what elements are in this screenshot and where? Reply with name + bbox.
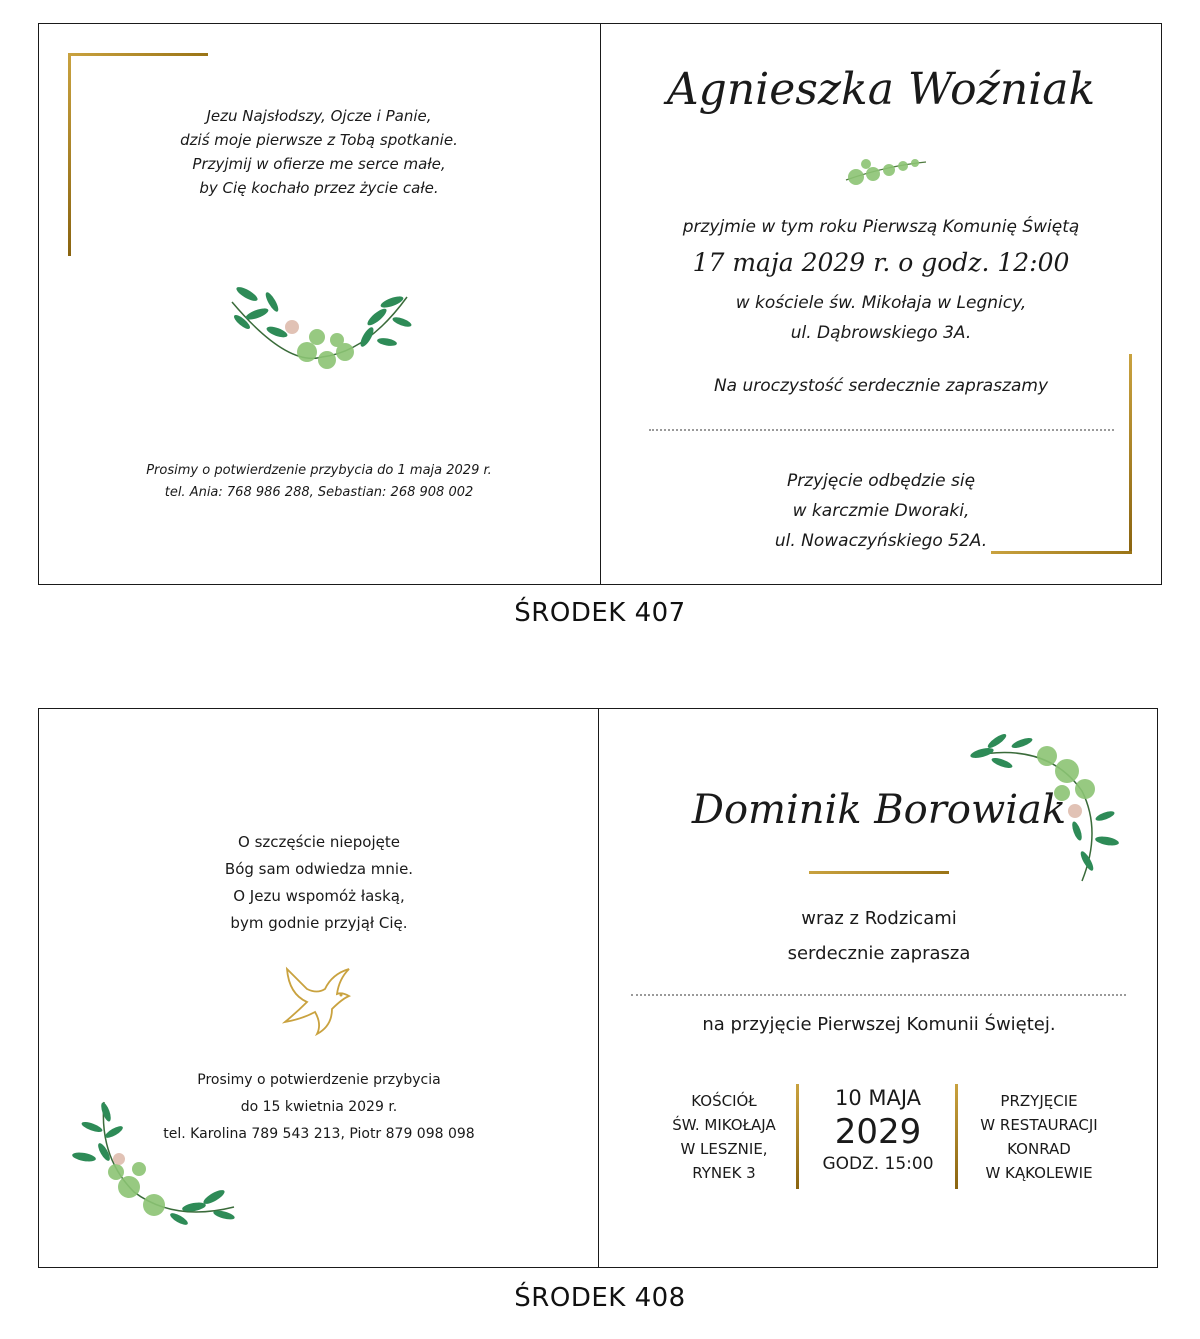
- church-line: ŚW. MIKOŁAJA: [672, 1116, 776, 1134]
- child-name: Agnieszka Woźniak: [666, 64, 1096, 115]
- parents-invite: [599, 901, 1159, 971]
- left-panel: [39, 24, 600, 584]
- church-street: ul. Dąbrowskiego 3A.: [790, 323, 972, 343]
- communion-text: przyjmie w tym roku Pierwszą Komunię Świętą: [682, 217, 1080, 237]
- gold-corner-top: [68, 53, 208, 56]
- poem-line: O szczęście niepojęte: [238, 833, 400, 851]
- prayer-line: Przyjmij w ofierze me serce małe,: [192, 155, 446, 173]
- church-line: KOŚCIÓŁ: [691, 1092, 757, 1110]
- reception-text: na przyjęcie Pierwszej Komunii Świętej.: [702, 1014, 1056, 1035]
- church-line: w kościele św. Mikołaja w Legnicy,: [735, 293, 1027, 313]
- invitation-card-407: [38, 23, 1162, 585]
- reception-line: Przyjęcie odbędzie się: [786, 471, 976, 491]
- rsvp-line: do 15 kwietnia 2029 r.: [240, 1099, 398, 1115]
- child-name: Dominik Borowiak: [691, 787, 1067, 833]
- dotted-separator: [649, 429, 1114, 431]
- gold-corner-bottom: [991, 551, 1132, 554]
- church-address: [601, 288, 1161, 348]
- venue-line: PRZYJĘCIE: [1000, 1092, 1078, 1110]
- prayer-line: by Cię kochało przez życie całe.: [199, 179, 439, 197]
- gold-underline: [809, 871, 949, 874]
- prayer-line: dziś moje pierwsze z Tobą spotkanie.: [180, 131, 458, 149]
- gold-corner-side: [1129, 354, 1132, 554]
- poem-line: O Jezu wspomóż łaską,: [233, 887, 405, 905]
- date-block: [799, 1086, 957, 1174]
- reception-info: [601, 466, 1161, 556]
- church-line: RYNEK 3: [692, 1164, 756, 1182]
- rsvp-phone: tel. Karolina 789 543 213, Piotr 879 098 098: [163, 1126, 475, 1142]
- invite-text: Na uroczystość serdecznie zapraszamy: [713, 376, 1049, 396]
- event-date-day: 10 MAJA: [834, 1086, 922, 1110]
- dotted-separator: [631, 994, 1126, 996]
- dove-icon: [277, 964, 357, 1039]
- venue-line: KONRAD: [1007, 1140, 1071, 1158]
- variant-label: ŚRODEK 408: [514, 1283, 686, 1313]
- event-date: 17 maja 2029 r. o godz. 12:00: [692, 248, 1070, 277]
- venue-info: [954, 1089, 1124, 1185]
- parents-line: wraz z Rodzicami: [801, 908, 957, 929]
- reception-line: w karczmie Dworaki,: [792, 501, 970, 521]
- prayer-text: [99, 104, 539, 200]
- venue-line: W KĄKOLEWIE: [985, 1164, 1093, 1182]
- rsvp-phone: tel. Ania: 768 986 288, Sebastian: 268 908 002: [164, 485, 474, 500]
- rsvp-line: Prosimy o potwierdzenie przybycia do 1 maja 2029 r.: [146, 463, 492, 478]
- reception-line: ul. Nowaczyńskiego 52A.: [774, 531, 988, 551]
- poem-text: [99, 829, 539, 937]
- leaf-branch-icon: [227, 282, 417, 372]
- poem-line: bym godnie przyjął Cię.: [230, 914, 408, 932]
- invitation-card-408: [38, 708, 1158, 1268]
- rsvp-line: Prosimy o potwierdzenie przybycia: [197, 1072, 441, 1088]
- right-panel: [599, 709, 1159, 1267]
- left-panel: [39, 709, 598, 1267]
- church-line: W LESZNIE,: [680, 1140, 768, 1158]
- right-panel: [601, 24, 1161, 584]
- gold-corner-side: [68, 53, 71, 256]
- venue-line: W RESTAURACJI: [980, 1116, 1098, 1134]
- prayer-line: Jezu Najsłodszy, Ojcze i Panie,: [206, 107, 432, 125]
- invite-line: serdecznie zaprasza: [787, 943, 971, 964]
- variant-label: ŚRODEK 407: [514, 598, 686, 628]
- church-info: [639, 1089, 809, 1185]
- rsvp-text: [79, 460, 559, 504]
- eucalyptus-sprig-icon: [841, 152, 931, 192]
- event-time: GODZ. 15:00: [822, 1154, 934, 1174]
- leaf-branch-icon: [64, 1097, 244, 1237]
- poem-line: Bóg sam odwiedza mnie.: [224, 860, 414, 878]
- event-date-year: 2029: [834, 1112, 922, 1152]
